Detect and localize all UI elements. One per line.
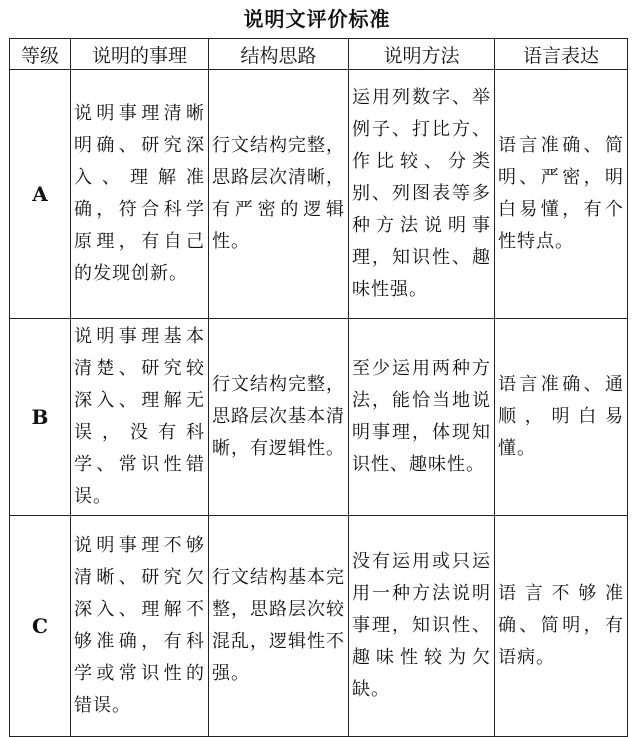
reasoning-cell bbox=[71, 319, 209, 516]
table-title: 说明文评价标准 bbox=[243, 7, 391, 31]
structure-text: 行文结构完整，思路层次基本清晰，有逻辑性。 bbox=[212, 374, 345, 459]
reasoning-text: 说明事理基本清楚、研究较深入、理解无误，没有科学、常识性错误。 bbox=[74, 326, 205, 507]
methods-text: 至少运用两种方法，能恰当地说明事理，体现知识性、趣味性。 bbox=[352, 358, 491, 475]
language-cell bbox=[495, 70, 628, 319]
methods-cell bbox=[349, 516, 495, 737]
language-cell bbox=[495, 319, 628, 516]
grade-cell: A bbox=[10, 70, 71, 319]
reasoning-cell bbox=[71, 70, 209, 319]
column-header-structure: 结构思路 bbox=[209, 39, 349, 70]
reasoning-cell bbox=[71, 516, 209, 737]
header-row bbox=[10, 39, 628, 70]
evaluation-table bbox=[9, 38, 628, 737]
methods-cell bbox=[349, 319, 495, 516]
methods-text: 没有运用或只运用一种方法说明事理，知识性、趣味性较为欠缺。 bbox=[352, 551, 491, 700]
language-text: 语言准确、简明、严密，明白易懂，有个性特点。 bbox=[498, 135, 624, 252]
language-cell bbox=[495, 516, 628, 737]
methods-cell bbox=[349, 70, 495, 319]
column-header-methods: 说明方法 bbox=[349, 39, 495, 70]
column-header-reasoning: 说明的事理 bbox=[71, 39, 209, 70]
column-header-language: 语言表达 bbox=[495, 39, 628, 70]
column-header-grade: 等级 bbox=[10, 39, 71, 70]
structure-text: 行文结构完整，思路层次清晰，有严密的逻辑性。 bbox=[212, 135, 345, 252]
grade-cell: B bbox=[10, 319, 71, 516]
structure-text: 行文结构基本完整，思路层次较混乱，逻辑性不强。 bbox=[212, 567, 345, 684]
table-row bbox=[10, 516, 628, 737]
structure-cell bbox=[209, 70, 349, 319]
table-row bbox=[10, 319, 628, 516]
grade-cell: C bbox=[10, 516, 71, 737]
structure-cell bbox=[209, 516, 349, 737]
language-text: 语言准确、通顺，明白易懂。 bbox=[498, 374, 624, 459]
table-row bbox=[10, 70, 628, 319]
language-text: 语言不够准确、简明，有语病。 bbox=[498, 583, 624, 668]
structure-cell bbox=[209, 319, 349, 516]
reasoning-text: 说明事理清晰明确、研究深入、理解准确，符合科学原理，有自己的发现创新。 bbox=[74, 103, 205, 284]
reasoning-text: 说明事理不够清晰、研究欠深入、理解不够准确，有科学或常识性的错误。 bbox=[74, 535, 205, 716]
methods-text: 运用列数字、举例子、打比方、作比较、分类别、列图表等多种方法说明事理，知识性、趣味性强。 bbox=[352, 87, 491, 300]
